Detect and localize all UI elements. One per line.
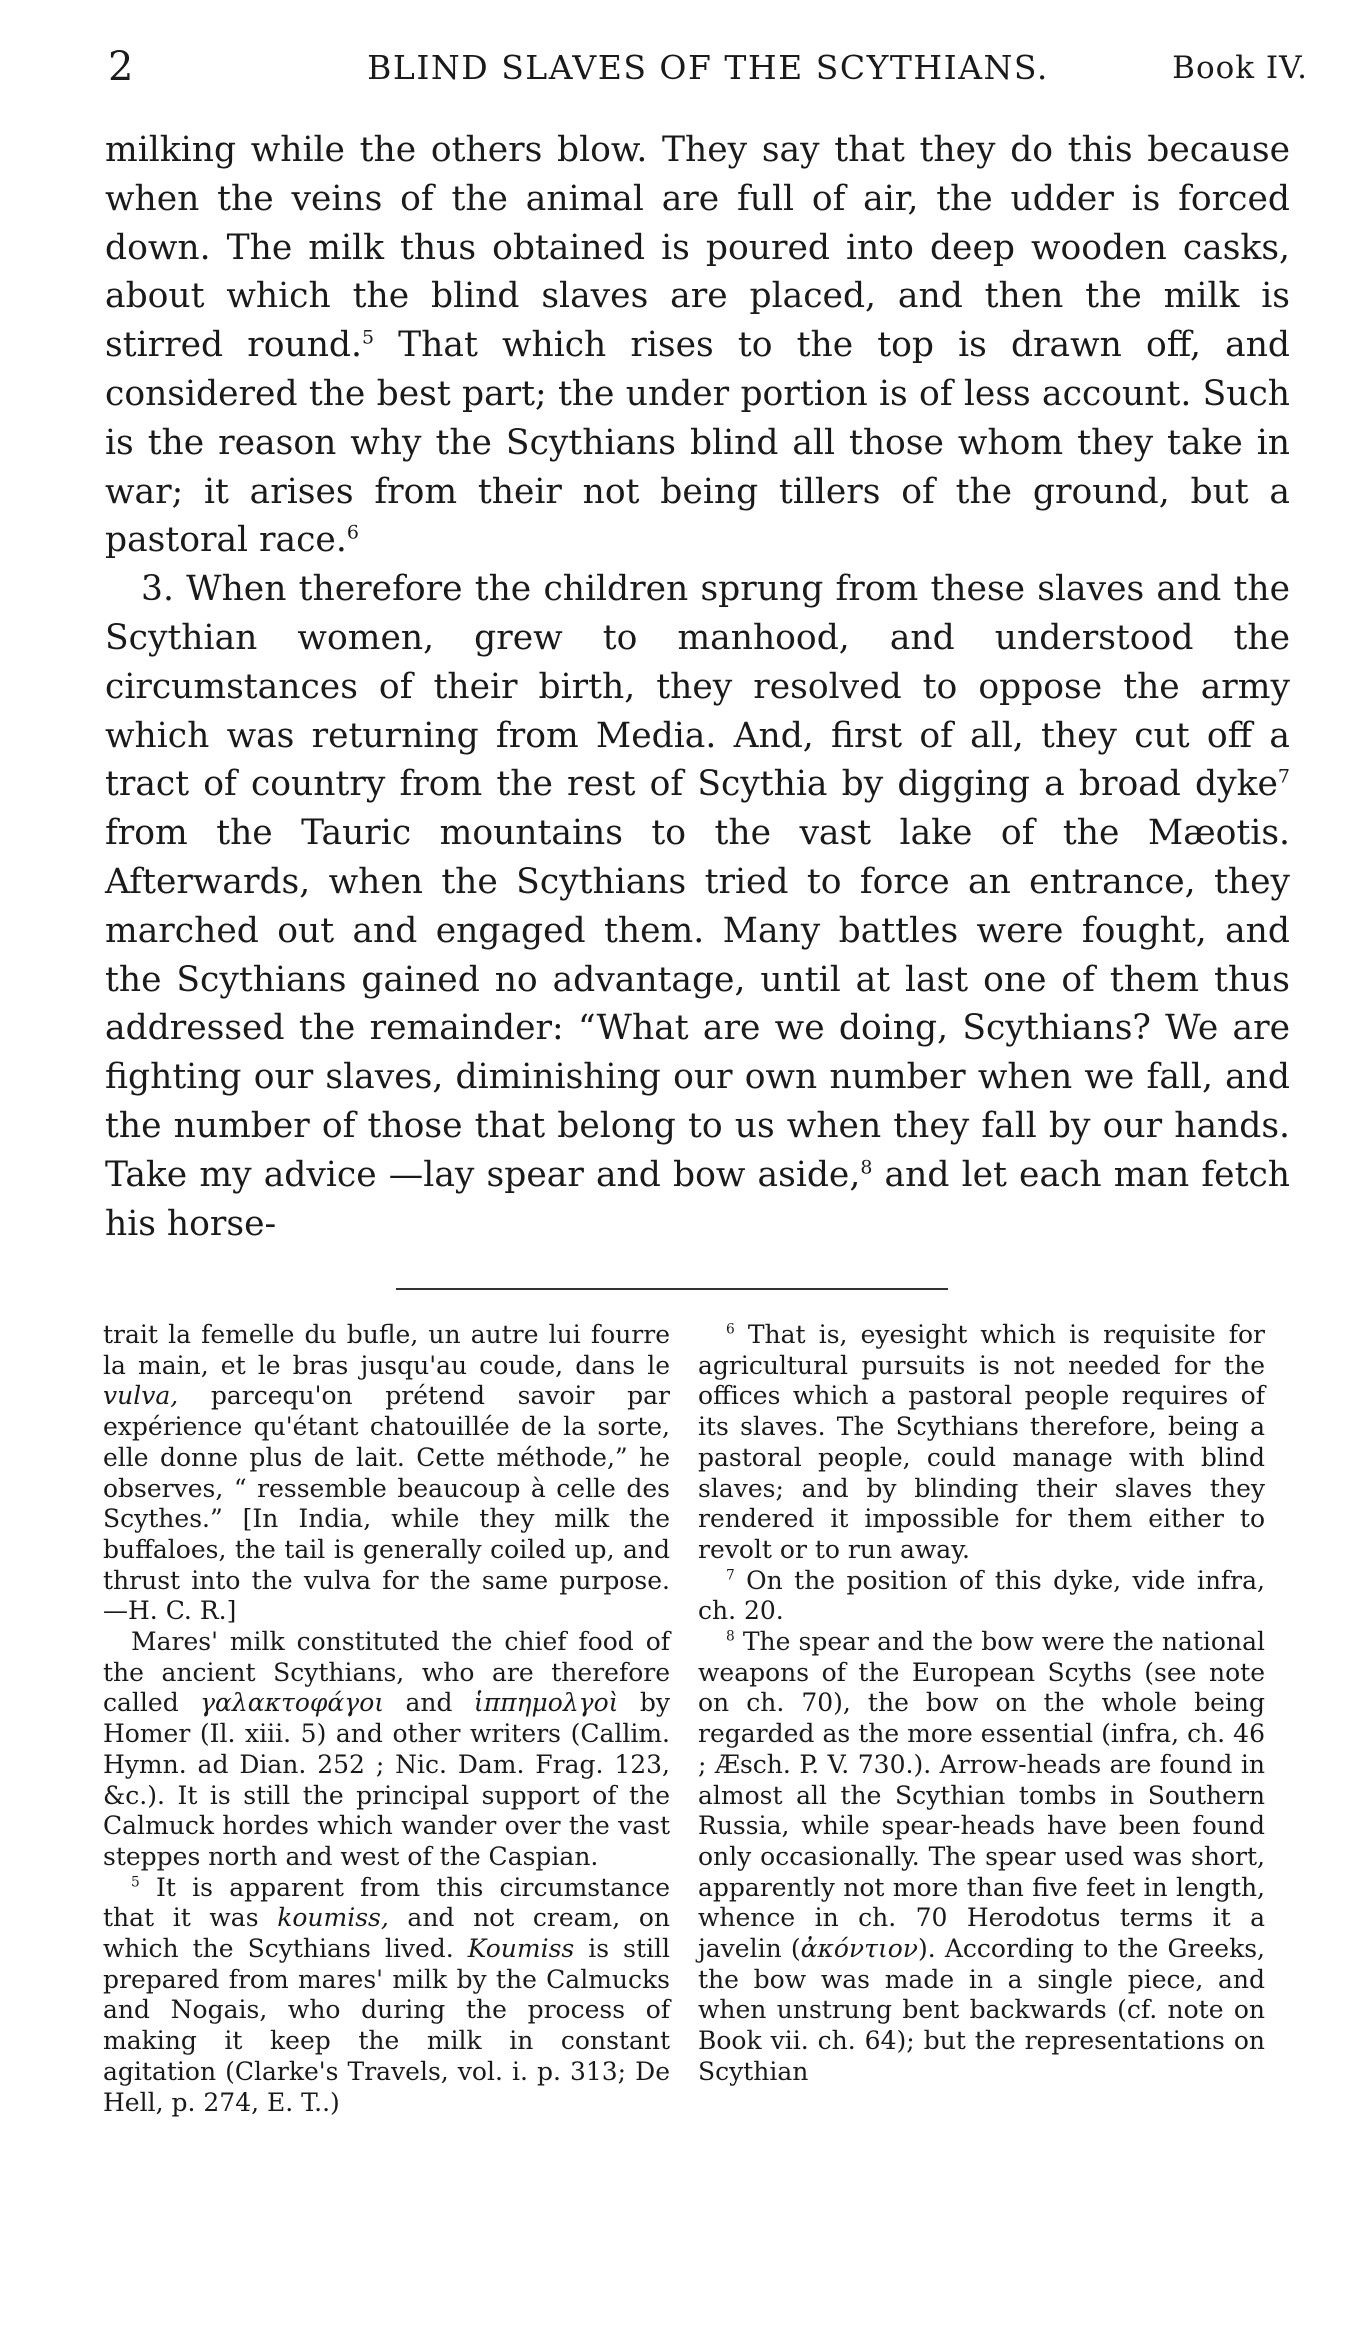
main-text — [105, 126, 1290, 1248]
text-run: ). According to the Greeks, the bow was made in a single piece, and when unstrung bent backwards (cf. note on Book vii. ch. 64); but the representations on Scythian — [698, 1934, 1265, 2086]
text-run: That is, eyesight which is requisite for agricultural pursuits is not needed for the offices which a pastoral people requires of its slaves. The Scythians therefore, being a pastoral people, could manage with blind slaves; and by blinding their slaves they rendered it impossible for them either to revolt or to run away. — [698, 1320, 1265, 1564]
footnote-number: 7 — [726, 1567, 735, 1584]
text-run: is still prepared from mares' milk by the Calmucks and Nogais, who during the process of making it keep the milk in constant agitation (Clarke's Travels, vol. i. p. 313; De Hell, p. 274, E. T..) — [103, 1934, 670, 2117]
text-run: milking while the others blow. They say that they do this because when the veins of the animal are full of air, the udder is forced down. The milk thus obtained is poured into deep wooden casks, about which the blind slaves are placed, and then the milk is stirred round. — [105, 130, 1290, 366]
text-run: trait la femelle du bufle, un autre lui fourre la main, et le bras jusqu'au coude, dans le — [103, 1320, 670, 1380]
footnote-divider — [396, 1288, 948, 1290]
footnote-ref-8: 8 — [860, 1156, 873, 1179]
book-label: Book IV. — [1172, 50, 1308, 86]
footnote-7 — [698, 1566, 1265, 1627]
footnote-continued — [103, 1320, 670, 1627]
italic-term: Koumiss — [467, 1934, 575, 1964]
text-run: and — [384, 1688, 474, 1718]
footnotes-left-column — [103, 1320, 670, 2118]
italic-term: koumiss, — [277, 1903, 389, 1933]
footnote-number: 8 — [726, 1628, 735, 1645]
greek-term: γαλακτοφάγοι — [200, 1688, 385, 1718]
text-run: and let each man fetch his horse- — [105, 1154, 1290, 1244]
footnote-paragraph — [103, 1627, 670, 1873]
italic-term: vulva, — [103, 1381, 179, 1411]
text-run: On the position of this dyke, vide infra, ch. 20. — [698, 1565, 1265, 1626]
greek-term: ἀκόντιον — [800, 1934, 919, 1964]
text-run: The spear and the bow were the national weapons of the European Scyths (see note on ch. 70), the bow on the whole being regarded as the more essential (infra, ch. 46 ; Æsch. P. V. 730.). Arrow-heads are found in almost all the Scythian tombs in Southern Russia, while spear-heads have been found only occasionally. The spear used was short, apparently not more than five feet in length, whence in ch. 70 Herodotus terms it a javelin ( — [698, 1627, 1265, 1964]
footnote-ref-7: 7 — [1277, 765, 1290, 788]
greek-term: ἱππημολγοὶ — [473, 1688, 619, 1718]
footnote-6 — [698, 1320, 1265, 1566]
running-header — [108, 44, 1308, 94]
page-number: 2 — [108, 44, 134, 90]
text-run: It is apparent from this circumstance that it was — [103, 1872, 670, 1933]
footnote-number: 6 — [726, 1321, 735, 1338]
text-run: and not cream, on which the Scythians lived. — [103, 1903, 670, 1964]
paragraph-continued — [105, 126, 1290, 565]
text-run: parcequ'on prétend savoir par expérience qu'étant chatouillée de la sorte, elle donne plus de lait. Cette méthode,” he observes, “ ressemble beaucoup à celle des Scythes.” [In India, while they milk the buffaloes, the tail is generally coiled up, and thrust into the vulva for the same purpose.—H. C. R.] — [103, 1381, 670, 1626]
footnote-5 — [103, 1873, 670, 2119]
text-run: by Homer (Il. xiii. 5) and other writers (Callim. Hymn. ad Dian. 252 ; Nic. Dam. Frag. 123, &c.). It is still the principal support of the Calmuck hordes which wander over the vast steppes north and west of the Caspian. — [103, 1688, 670, 1871]
running-title: BLIND SLAVES OF THE SCYTHIANS. — [367, 48, 1049, 87]
text-run: That which rises to the top is drawn off, and considered the best part; the under portion is of less account. Such is the reason why the Scythians blind all those whom they take in war; it arises from their not being tillers of the ground, but a pastoral race. — [105, 325, 1290, 561]
footnote-number: 5 — [131, 1874, 140, 1891]
footnotes-right-column — [698, 1320, 1265, 2088]
text-run: 3. When therefore the children sprung from these slaves and the Scythian women, grew to manhood, and understood the circumstances of their birth, they resolved to oppose the army which was returning from Media. And, first of all, they cut off a tract of country from the rest of Scythia by digging a broad dyke — [105, 569, 1290, 805]
footnote-8 — [698, 1627, 1265, 2088]
text-run: from the Tauric mountains to the vast lake of the Mæotis. Afterwards, when the Scythians tried to force an entrance, they marched out and engaged them. Many battles were fought, and the Scythians gained no advantage, until at last one of them thus addressed the remainder: “What are we doing, Scythians? We are fighting our slaves, diminishing our own number when we fall, and the number of those that belong to us when they fall by our hands. Take my advice —lay spear and bow aside, — [105, 813, 1290, 1195]
text-run: Mares' milk constituted the chief food of the ancient Scythians, who are therefore called — [103, 1627, 670, 1718]
footnote-ref-6: 6 — [346, 521, 359, 544]
paragraph-section-3 — [105, 565, 1290, 1248]
footnote-ref-5: 5 — [361, 326, 375, 349]
